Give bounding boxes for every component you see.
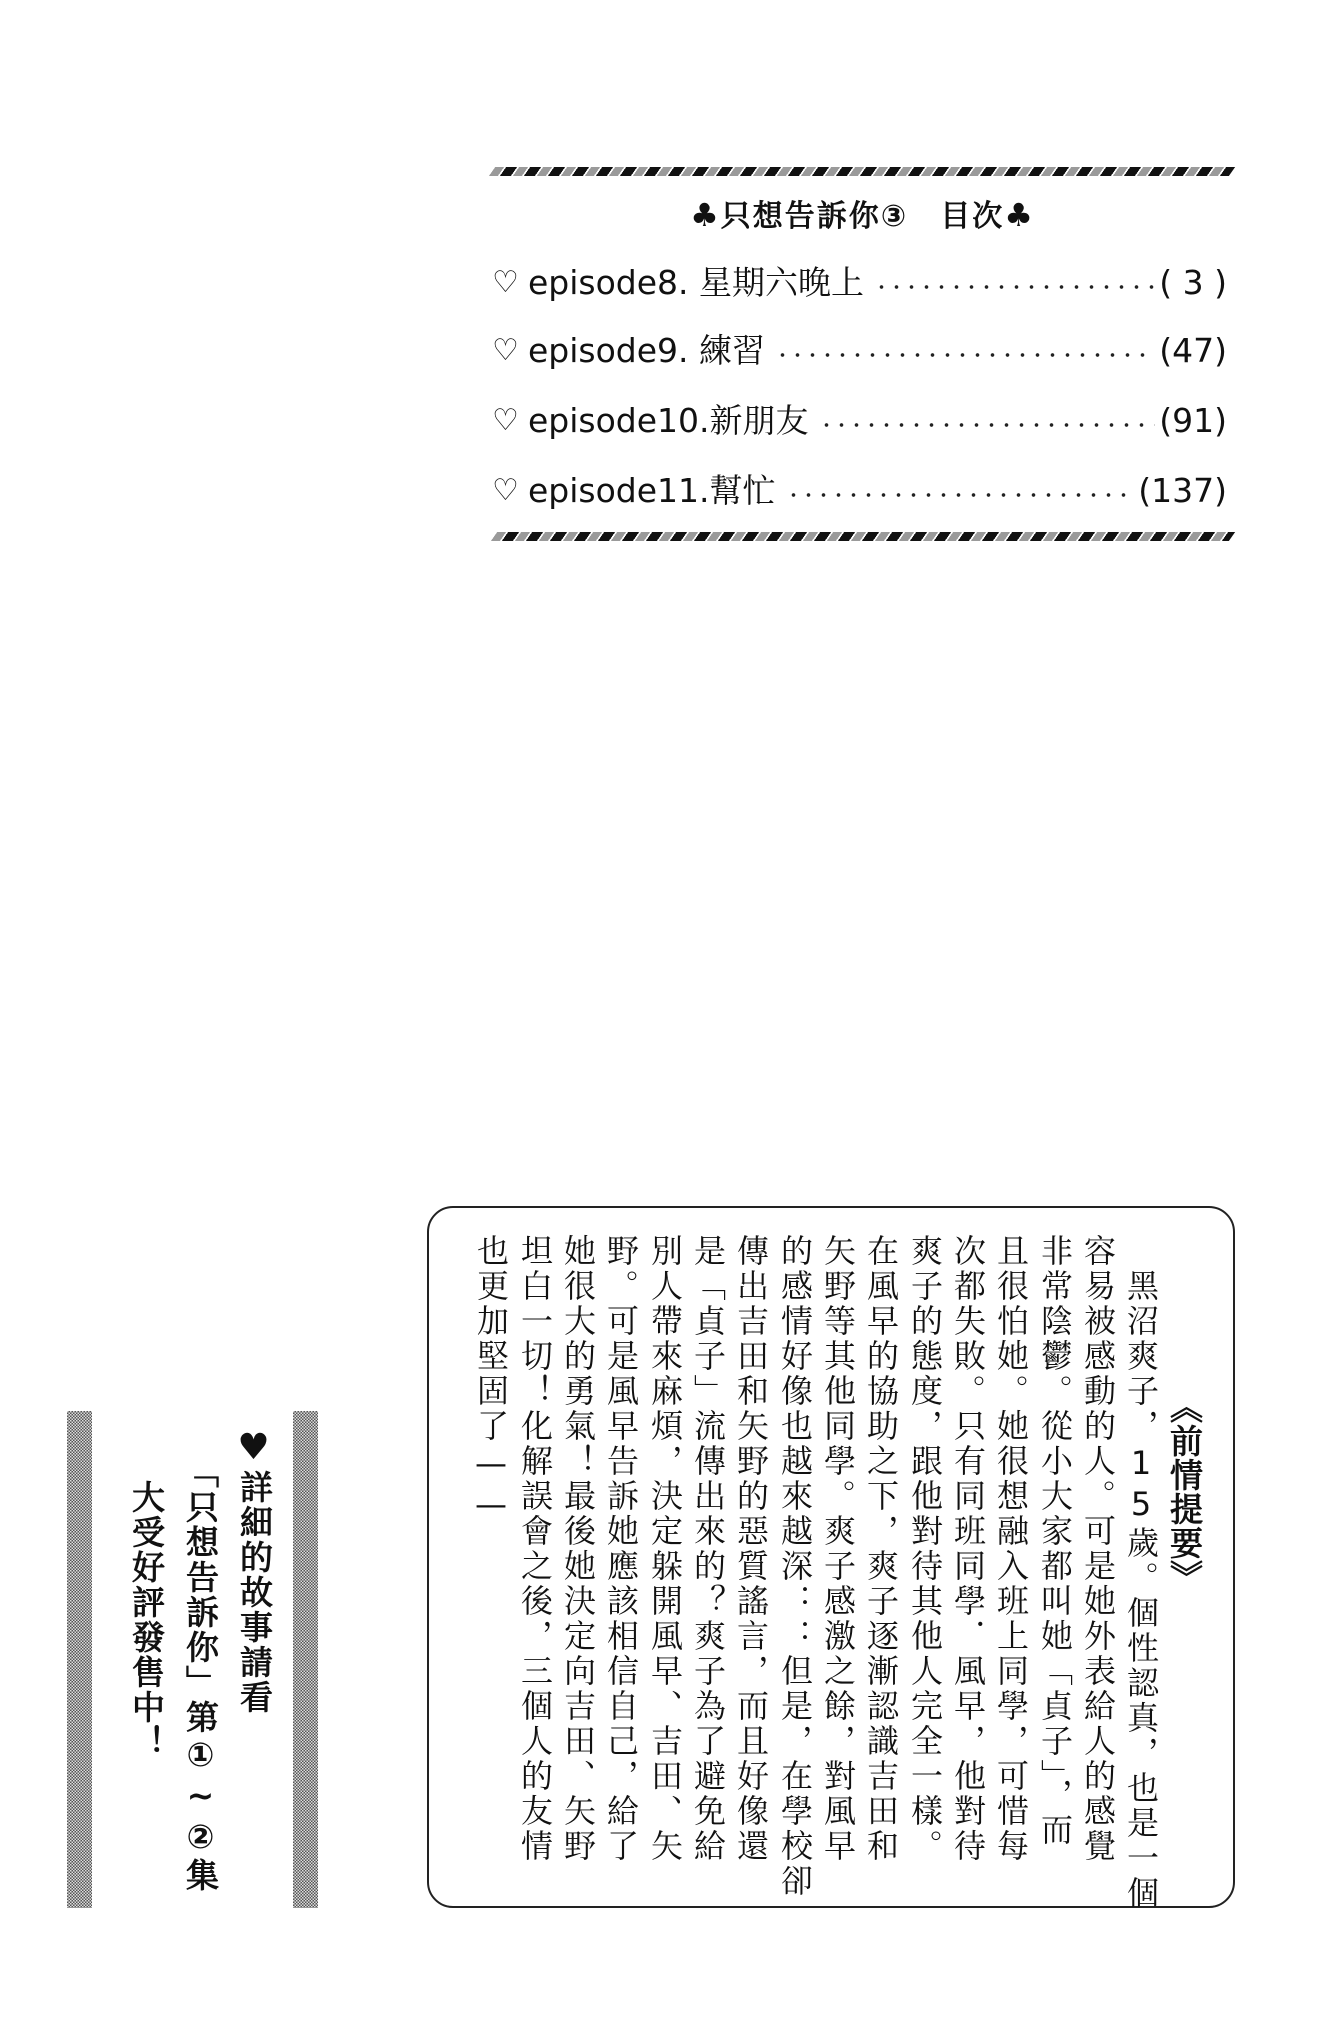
heart-outline-icon: ♡ — [492, 473, 519, 508]
summary-column: 在風早的協助之下，爽子逐漸認識吉田和 — [862, 1234, 900, 1864]
toc-entry-label: episode10.新朋友 — [528, 401, 809, 440]
summary-column: 次都失敗。只有同班同學．風早，他對待 — [949, 1234, 987, 1864]
dot-leader — [868, 261, 1155, 305]
heart-filled-icon: ♥ — [233, 1427, 274, 1470]
summary-column: 且很怕她。她很想融入班上同學，可惜每 — [992, 1234, 1030, 1864]
summary-column: 傳出吉田和矢野的惡質謠言，而且好像還 — [732, 1234, 770, 1864]
summary-column: 是「貞子」流傳出來的？爽子為了避免給 — [689, 1234, 727, 1864]
toc-entry-page: (137) — [1138, 471, 1227, 510]
promo-line: 大受好評發售中！ — [127, 1480, 166, 1760]
toc-entry-label: episode8. 星期六晚上 — [528, 263, 865, 302]
toc-entry-label: episode9. 練習 — [528, 331, 766, 370]
toc-entry-page: ( 3 ) — [1159, 263, 1227, 302]
toc-entry[interactable] — [492, 399, 1227, 443]
toc-entry[interactable] — [492, 329, 1227, 373]
dot-leader — [780, 469, 1135, 513]
decorative-stripe-right — [293, 1411, 318, 1908]
decorative-stripe-left — [67, 1411, 92, 1908]
summary-column: 黑沼爽子，15歲。個性認真，也是一個 — [1122, 1234, 1160, 1911]
summary-column: 野。可是風早告訴她應該相信自己，給了 — [602, 1234, 640, 1864]
promo-line: 詳細的故事請看 — [235, 1470, 274, 1715]
toc-top-border — [489, 167, 1235, 176]
summary-column: 她很大的勇氣！最後她決定向吉田、矢野 — [559, 1234, 597, 1864]
toc-entry-page: (91) — [1159, 401, 1227, 440]
summary-column: 矢野等其他同學。爽子感激之餘，對風早 — [819, 1234, 857, 1864]
summary-column: 別人帶來麻煩，決定躲開風早、吉田、矢 — [646, 1234, 684, 1864]
summary-column: 也更加堅固了—— — [472, 1234, 510, 1526]
summary-column: 坦白一切！化解誤會之後，三個人的友情 — [516, 1234, 554, 1864]
toc-entry-page: (47) — [1159, 331, 1227, 370]
toc-entry[interactable] — [492, 261, 1227, 305]
heart-outline-icon: ♡ — [492, 265, 519, 300]
promo-line: 「只想告訴你」第①~②集 — [181, 1455, 220, 1893]
club-icon: ♣ — [690, 196, 721, 234]
dot-leader — [813, 399, 1156, 443]
summary-column: 爽子的態度，跟他對待其他人完全一樣。 — [906, 1234, 944, 1864]
dot-leader — [769, 329, 1155, 373]
summary-column: 的感情好像也越來越深：：但是，在學校卻 — [776, 1234, 814, 1899]
toc-entry[interactable] — [492, 469, 1227, 513]
toc-title: 只想告訴你③ 目次 — [720, 199, 1005, 234]
heart-outline-icon: ♡ — [492, 333, 519, 368]
summary-column: 非常陰鬱。從小大家都叫她「貞子」，而 — [1036, 1234, 1074, 1848]
heart-outline-icon: ♡ — [492, 403, 519, 438]
club-icon: ♣ — [1004, 196, 1035, 234]
summary-column: 容易被感動的人。可是她外表給人的感覺 — [1079, 1234, 1117, 1864]
toc-title-row — [490, 195, 1235, 235]
summary-title: 《前情提要》 — [1165, 1390, 1204, 1594]
toc-entry-label: episode11.幫忙 — [528, 471, 776, 510]
toc-bottom-border — [491, 532, 1235, 541]
